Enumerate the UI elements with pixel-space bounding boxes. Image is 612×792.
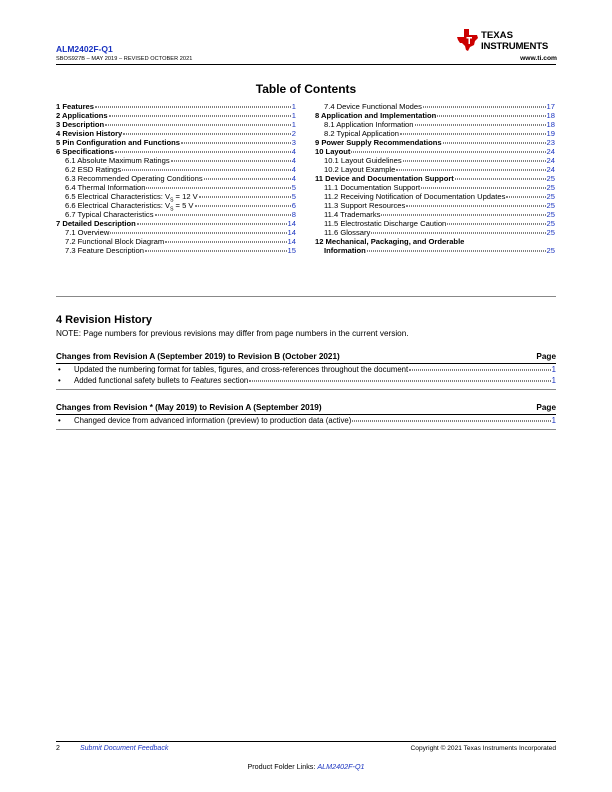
toc-page-link[interactable]: 4 bbox=[291, 174, 296, 183]
toc-entry[interactable] bbox=[315, 165, 555, 174]
toc-page-link[interactable]: 25 bbox=[546, 228, 555, 237]
toc-entry[interactable] bbox=[56, 201, 296, 213]
toc-page-link[interactable]: 1 bbox=[291, 120, 296, 129]
toc-entry-title: 11.5 Electrostatic Discharge Caution bbox=[324, 219, 447, 228]
change-group-rev-a bbox=[56, 403, 556, 430]
toc-entry-title: 6.2 ESD Ratings bbox=[65, 165, 122, 174]
toc-page-link[interactable]: 4 bbox=[291, 147, 296, 156]
toc-entry-title: 6.5 Electrical Characteristics: $V_S = 12$ V bbox=[65, 192, 198, 204]
toc-page-link[interactable]: 14 bbox=[287, 228, 296, 237]
toc-entry-title: 6 Specifications bbox=[56, 147, 114, 156]
toc-entry-title: 11.1 Documentation Support bbox=[324, 183, 421, 192]
change-group-heading bbox=[56, 403, 556, 415]
dot-leader bbox=[110, 233, 286, 234]
toc-page-link[interactable]: 24 bbox=[546, 165, 555, 174]
page-column-label: Page bbox=[536, 403, 556, 412]
toc-entry-title: 2 Applications bbox=[56, 111, 108, 120]
texas-state-icon bbox=[457, 29, 479, 52]
toc-entry-title: 6.4 Thermal Information bbox=[65, 183, 146, 192]
dot-leader bbox=[105, 125, 291, 126]
folder-label: Product Folder Links: bbox=[247, 762, 318, 771]
toc-entry[interactable] bbox=[315, 246, 555, 255]
toc-page-link[interactable]: 19 bbox=[546, 129, 555, 138]
logo-line-2: INSTRUMENTS bbox=[481, 40, 549, 52]
toc-page-link[interactable]: 1 bbox=[291, 102, 296, 111]
copyright: Copyright © 2021 Texas Instruments Incorporated bbox=[410, 745, 556, 752]
toc-entry-title: 11.6 Glossary bbox=[324, 228, 371, 237]
toc-entry[interactable] bbox=[56, 120, 296, 129]
toc-entry[interactable] bbox=[315, 102, 555, 111]
dot-leader bbox=[145, 251, 287, 252]
toc-page-link[interactable]: 8 bbox=[291, 210, 296, 219]
toc-entry-title: 8.2 Typical Application bbox=[324, 129, 400, 138]
toc-entry[interactable] bbox=[56, 147, 296, 156]
change-item bbox=[56, 364, 556, 375]
toc-entry-title: 12 Mechanical, Packaging, and Orderable bbox=[315, 237, 465, 246]
toc-page-link[interactable]: 4 bbox=[291, 165, 296, 174]
change-list bbox=[56, 415, 556, 426]
toc-entry[interactable] bbox=[315, 147, 555, 156]
dot-leader bbox=[115, 152, 291, 153]
toc-page-link[interactable]: 3 bbox=[291, 138, 296, 147]
dot-leader bbox=[95, 107, 291, 108]
toc-entry[interactable] bbox=[315, 210, 555, 219]
toc-entry[interactable] bbox=[56, 129, 296, 138]
toc-left-column bbox=[56, 102, 296, 255]
toc-entry-title: 7.3 Feature Description bbox=[65, 246, 144, 255]
dot-leader bbox=[423, 107, 546, 108]
logo-line-1: TEXAS bbox=[481, 30, 513, 41]
dot-leader bbox=[455, 179, 546, 180]
toc-entry[interactable] bbox=[56, 102, 296, 111]
toc-entry[interactable] bbox=[315, 120, 555, 129]
dot-leader bbox=[199, 197, 291, 198]
toc-entry[interactable] bbox=[56, 165, 296, 174]
product-folder-links bbox=[0, 762, 612, 771]
toc-page-link[interactable]: 5 bbox=[291, 192, 296, 201]
toc-entry[interactable] bbox=[315, 192, 555, 201]
toc-page-link[interactable]: 6 bbox=[291, 201, 296, 210]
toc-entry-title: 11 Device and Documentation Support bbox=[315, 174, 454, 183]
document-id[interactable]: ALM2402F-Q1 bbox=[56, 44, 113, 54]
toc-entry[interactable] bbox=[56, 138, 296, 147]
dot-leader bbox=[181, 143, 291, 144]
dot-leader bbox=[249, 381, 550, 382]
toc-entry-title: 11.4 Trademarks bbox=[324, 210, 381, 219]
toc-entry[interactable] bbox=[56, 237, 296, 246]
website-link[interactable]: www.ti.com bbox=[520, 55, 557, 62]
dot-leader bbox=[437, 116, 545, 117]
toc-entry-title: 4 Revision History bbox=[56, 129, 123, 138]
dot-leader bbox=[406, 206, 545, 207]
toc-entry-title: 10.1 Layout Guidelines bbox=[324, 156, 402, 165]
toc-entry-title: 10.2 Layout Example bbox=[324, 165, 396, 174]
toc-page-link[interactable]: 15 bbox=[287, 246, 296, 255]
toc-entry-title: 9 Power Supply Recommendations bbox=[315, 138, 442, 147]
toc-entry[interactable] bbox=[56, 228, 296, 237]
toc-entry[interactable] bbox=[56, 246, 296, 255]
dot-leader bbox=[165, 242, 286, 243]
toc-page-link[interactable]: 23 bbox=[546, 138, 555, 147]
bullet: • bbox=[58, 365, 61, 374]
dot-leader bbox=[123, 134, 291, 135]
subscript: S bbox=[170, 197, 174, 204]
subscript: S bbox=[170, 206, 174, 213]
change-page-link[interactable]: 1 bbox=[551, 416, 556, 425]
toc-page-link[interactable]: 24 bbox=[546, 156, 555, 165]
page-header bbox=[56, 44, 192, 62]
toc-entry-title: 10 Layout bbox=[315, 147, 351, 156]
dot-leader bbox=[155, 215, 291, 216]
product-folder-link[interactable]: ALM2402F-Q1 bbox=[317, 762, 365, 771]
toc-page-link[interactable]: 24 bbox=[546, 147, 555, 156]
toc-entry[interactable] bbox=[315, 129, 555, 138]
toc-entry[interactable] bbox=[315, 183, 555, 192]
toc-page-link[interactable]: 25 bbox=[546, 192, 555, 201]
dot-leader bbox=[443, 143, 546, 144]
change-list bbox=[56, 364, 556, 386]
change-page-link[interactable]: 1 bbox=[551, 365, 556, 374]
change-text-emphasis: Features bbox=[190, 376, 222, 385]
toc-entry-title: 11.3 Support Resources bbox=[324, 201, 406, 210]
change-text-part: section bbox=[221, 376, 249, 385]
change-group-rev-b bbox=[56, 352, 556, 390]
toc-entry[interactable] bbox=[315, 156, 555, 165]
toc-page-link[interactable]: 4 bbox=[291, 156, 296, 165]
toc-entry-title: 7.1 Overview bbox=[65, 228, 110, 237]
dot-leader bbox=[415, 125, 546, 126]
toc-right-column bbox=[315, 102, 555, 255]
toc-entry[interactable] bbox=[56, 156, 296, 165]
dot-leader bbox=[367, 251, 546, 252]
toc-entry-title: 5 Pin Configuration and Functions bbox=[56, 138, 181, 147]
toc-divider bbox=[56, 296, 556, 297]
change-group-title: Changes from Revision * (May 2019) to Revision A (September 2019) bbox=[56, 403, 322, 412]
title-tail: = 5 V bbox=[173, 201, 194, 210]
toc-entry-title: 6.7 Typical Characteristics bbox=[65, 210, 154, 219]
toc-title: Table of Contents bbox=[255, 82, 357, 96]
dot-leader bbox=[137, 224, 287, 225]
dot-leader bbox=[506, 197, 545, 198]
dot-leader bbox=[409, 370, 551, 371]
toc-entry[interactable] bbox=[56, 219, 296, 228]
page-column-label: Page bbox=[536, 352, 556, 361]
change-group-heading bbox=[56, 352, 556, 364]
toc-page-link[interactable]: 25 bbox=[546, 210, 555, 219]
ti-logo bbox=[457, 29, 557, 55]
submit-feedback-link[interactable]: Submit Document Feedback bbox=[80, 745, 169, 752]
bullet: • bbox=[58, 376, 61, 385]
dot-leader bbox=[195, 206, 291, 207]
toc-page-link[interactable]: 25 bbox=[546, 219, 555, 228]
change-page-link[interactable]: 1 bbox=[551, 376, 556, 385]
change-text bbox=[74, 415, 351, 426]
dot-leader bbox=[146, 188, 290, 189]
toc-entry[interactable] bbox=[315, 111, 555, 120]
dot-leader bbox=[122, 170, 291, 171]
toc-page-link[interactable]: 25 bbox=[546, 183, 555, 192]
toc-entry-title: 7 Detailed Description bbox=[56, 219, 136, 228]
change-item bbox=[56, 375, 556, 386]
toc-entry[interactable] bbox=[315, 237, 555, 246]
toc-entry-title: 6.6 Electrical Characteristics: $V_S = 5$ V bbox=[65, 201, 194, 213]
toc-entry-title: 6.1 Absolute Maximum Ratings bbox=[65, 156, 170, 165]
toc-entry[interactable] bbox=[315, 174, 555, 183]
change-group-title: Changes from Revision A (September 2019) to Revision B (October 2021) bbox=[56, 352, 340, 361]
toc-page-link[interactable]: 25 bbox=[546, 201, 555, 210]
dot-leader bbox=[421, 188, 545, 189]
dot-leader bbox=[109, 116, 291, 117]
toc-page-link[interactable]: 18 bbox=[546, 120, 555, 129]
title-tail: = 12 V bbox=[173, 192, 198, 201]
toc-page-link[interactable]: 1 bbox=[291, 111, 296, 120]
change-text-part: Updated the numbering format for tables, figures, and cross-references throughout the document bbox=[74, 365, 409, 374]
change-text-part: Added functional safety bullets to bbox=[74, 376, 191, 385]
toc-entry-title: 8.1 Application Information bbox=[324, 120, 414, 129]
toc-entry-title: 7.4 Device Functional Modes bbox=[324, 102, 422, 111]
revision-line: SBOS927B – MAY 2019 – REVISED OCTOBER 2021 bbox=[56, 56, 193, 62]
toc-entry-title: Information bbox=[324, 246, 366, 255]
toc-entry-title: 7.2 Functional Block Diagram bbox=[65, 237, 165, 246]
change-group-divider bbox=[56, 389, 556, 390]
change-group-divider bbox=[56, 429, 556, 430]
dot-leader bbox=[403, 161, 546, 162]
change-text-part: Changed device from advanced information (preview) to production data (active) bbox=[74, 416, 352, 425]
toc-entry[interactable] bbox=[315, 228, 555, 237]
footer-divider bbox=[56, 741, 556, 742]
toc-entry[interactable] bbox=[56, 111, 296, 120]
toc-page-link[interactable]: 5 bbox=[291, 183, 296, 192]
dot-leader bbox=[400, 134, 546, 135]
page-number: 2 bbox=[56, 745, 60, 752]
toc-entry[interactable] bbox=[56, 183, 296, 192]
dot-leader bbox=[171, 161, 291, 162]
toc-entry-title: 3 Description bbox=[56, 120, 105, 129]
toc-entry-title: 1 Features bbox=[56, 102, 94, 111]
toc-page-link[interactable]: 14 bbox=[287, 237, 296, 246]
toc-entry[interactable] bbox=[315, 201, 555, 210]
dot-leader bbox=[204, 179, 291, 180]
dot-leader bbox=[352, 421, 550, 422]
toc-page-link[interactable]: 18 bbox=[546, 111, 555, 120]
bullet: • bbox=[58, 416, 61, 425]
toc-entry[interactable] bbox=[56, 192, 296, 204]
change-text bbox=[74, 364, 408, 375]
change-text bbox=[74, 375, 248, 386]
dot-leader bbox=[371, 233, 545, 234]
revision-history-title: 4 Revision History bbox=[56, 314, 152, 326]
header-divider bbox=[56, 64, 556, 65]
toc-entry[interactable] bbox=[56, 174, 296, 183]
toc-entry-title: 6.3 Recommended Operating Conditions bbox=[65, 174, 203, 183]
toc-page-link[interactable]: 17 bbox=[546, 102, 555, 111]
dot-leader bbox=[396, 170, 545, 171]
toc-entry-title: 11.2 Receiving Notification of Documentation Updates bbox=[324, 192, 506, 201]
toc-entry-title: 8 Application and Implementation bbox=[315, 111, 437, 120]
toc-page-link[interactable]: 25 bbox=[546, 174, 555, 183]
toc-entry[interactable] bbox=[315, 219, 555, 228]
revision-note: NOTE: Page numbers for previous revisions may differ from page numbers in the current version. bbox=[56, 329, 409, 338]
ti-wordmark bbox=[481, 31, 548, 52]
dot-leader bbox=[351, 152, 545, 153]
change-item bbox=[56, 415, 556, 426]
dot-leader bbox=[381, 215, 545, 216]
toc-entry[interactable] bbox=[315, 138, 555, 147]
toc-page-link[interactable]: 25 bbox=[546, 246, 555, 255]
dot-leader bbox=[447, 224, 545, 225]
toc-page-link[interactable]: 14 bbox=[287, 219, 296, 228]
toc-page-link[interactable]: 2 bbox=[291, 129, 296, 138]
